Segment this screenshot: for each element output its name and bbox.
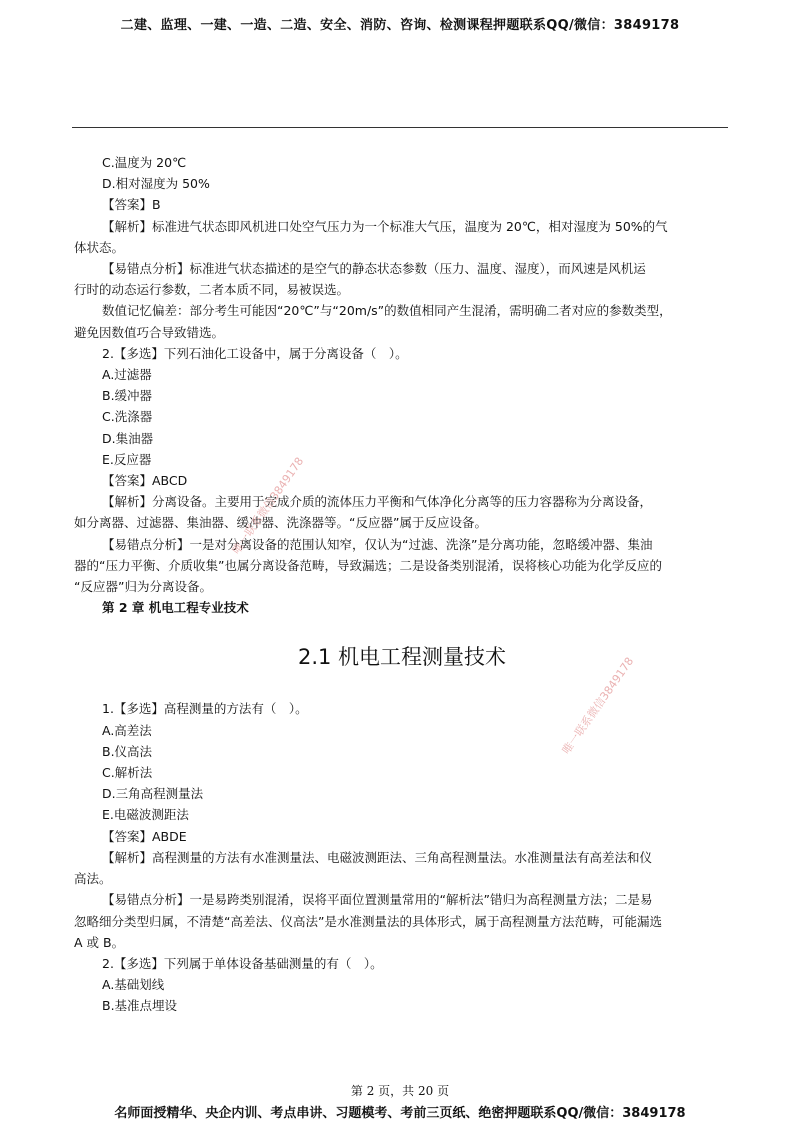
analysis-line: 如分离器、过滤器、集油器、缓冲器、洗涤器等。“反应器”属于反应设备。 — [74, 515, 487, 531]
error-analysis-line: 【易错点分析】标准进气状态描述的是空气的静态状态参数（压力、温度、湿度），而风速是风机运 — [102, 261, 646, 277]
answer: 【答案】B — [102, 197, 161, 213]
page-footer: 名师面授精华、央企内训、考点串讲、习题模考、考前三页纸、绝密押题联系QQ/微信：3849178 — [114, 1106, 686, 1121]
option-a: A.高差法 — [102, 722, 152, 738]
option-a: A.基础划线 — [102, 977, 165, 993]
option-d: D.集油器 — [102, 430, 154, 446]
page-number: 第 2 页，共 20 页 — [350, 1084, 450, 1098]
option-c: C.温度为 20℃ — [102, 155, 187, 170]
option-d: D.三角高程测量法 — [102, 786, 204, 802]
option-b: B.缓冲器 — [102, 388, 153, 404]
error-analysis-line: 行时的动态运行参数，二者本质不同，易被误选。 — [74, 282, 350, 298]
error-analysis-line: 【易错点分析】一是对分离设备的范围认知窄，仅认为“过滤、洗涤”是分离功能，忽略缓冲器、集油 — [102, 536, 653, 552]
analysis-line: 【解析】分离设备。主要用于完成介质的流体压力平衡和气体净化分离等的压力容器称为分离设备， — [102, 494, 653, 510]
question-stem: 2.【多选】下列石油化工设备中，属于分离设备（ ）。 — [102, 345, 408, 361]
analysis-line: 【解析】高程测量的方法有水准测量法、电磁波测距法、三角高程测量法。水准测量法有高差法和仪 — [102, 849, 653, 865]
error-analysis-line: “反应器”归为分离设备。 — [74, 579, 212, 595]
option-c: C.解析法 — [102, 765, 153, 781]
option-b: B.基准点埋设 — [102, 998, 178, 1014]
option-e: E.反应器 — [102, 451, 152, 467]
error-analysis-line: 器的“压力平衡、介质收集”也属分离设备范畴，导致漏选；二是设备类别混淆，误将核心功能为化学反应的 — [74, 557, 662, 573]
analysis-line: 体状态。 — [74, 239, 125, 255]
watermark: 唯一联系微信3849178 — [229, 454, 307, 557]
header-rule — [72, 127, 728, 128]
error-analysis-line: 【易错点分析】一是易跨类别混淆，误将平面位置测量常用的“解析法”错归为高程测量方法；二是易 — [102, 892, 653, 908]
document-body — [74, 152, 730, 1017]
option-e: E.电磁波测距法 — [102, 807, 189, 823]
option-a: A.过滤器 — [102, 367, 152, 383]
memory-note-line: 避免因数值巧合导致错选。 — [74, 324, 225, 340]
answer: 【答案】ABCD — [102, 473, 188, 489]
error-analysis-line: 忽略细分类型归属，不清楚“高差法、仪高法”是水准测量法的具体形式，属于高程测量方法范畴，可能漏选 — [74, 913, 662, 929]
chapter-title: 第 2 章 机电工程专业技术 — [102, 600, 249, 616]
analysis-line: 【解析】标准进气状态即风机进口处空气压力为一个标准大气压，温度为 20℃，相对湿度为 50%的气 — [102, 218, 668, 234]
page-header: 二建、监理、一建、一造、二造、安全、消防、咨询、检测课程押题联系QQ/微信：3849178 — [120, 18, 680, 33]
answer: 【答案】ABDE — [102, 828, 187, 844]
option-b: B.仪高法 — [102, 743, 153, 759]
analysis-line: 高法。 — [74, 871, 112, 887]
question-stem: 2.【多选】下列属于单体设备基础测量的有（ ）。 — [102, 955, 383, 971]
section-title: 2.1 机电工程测量技术 — [297, 645, 507, 670]
option-d: D.相对湿度为 50% — [102, 176, 210, 192]
watermark: 唯一联系微信3849178 — [559, 654, 637, 757]
error-analysis-line: A 或 B。 — [74, 934, 125, 950]
memory-note-line: 数值记忆偏差：部分考生可能因“20℃”与“20m/s”的数值相同产生混淆，需明确二者对应的参数类型， — [102, 303, 672, 319]
option-c: C.洗涤器 — [102, 409, 153, 425]
question-stem: 1.【多选】高程测量的方法有（ ）。 — [102, 701, 308, 717]
